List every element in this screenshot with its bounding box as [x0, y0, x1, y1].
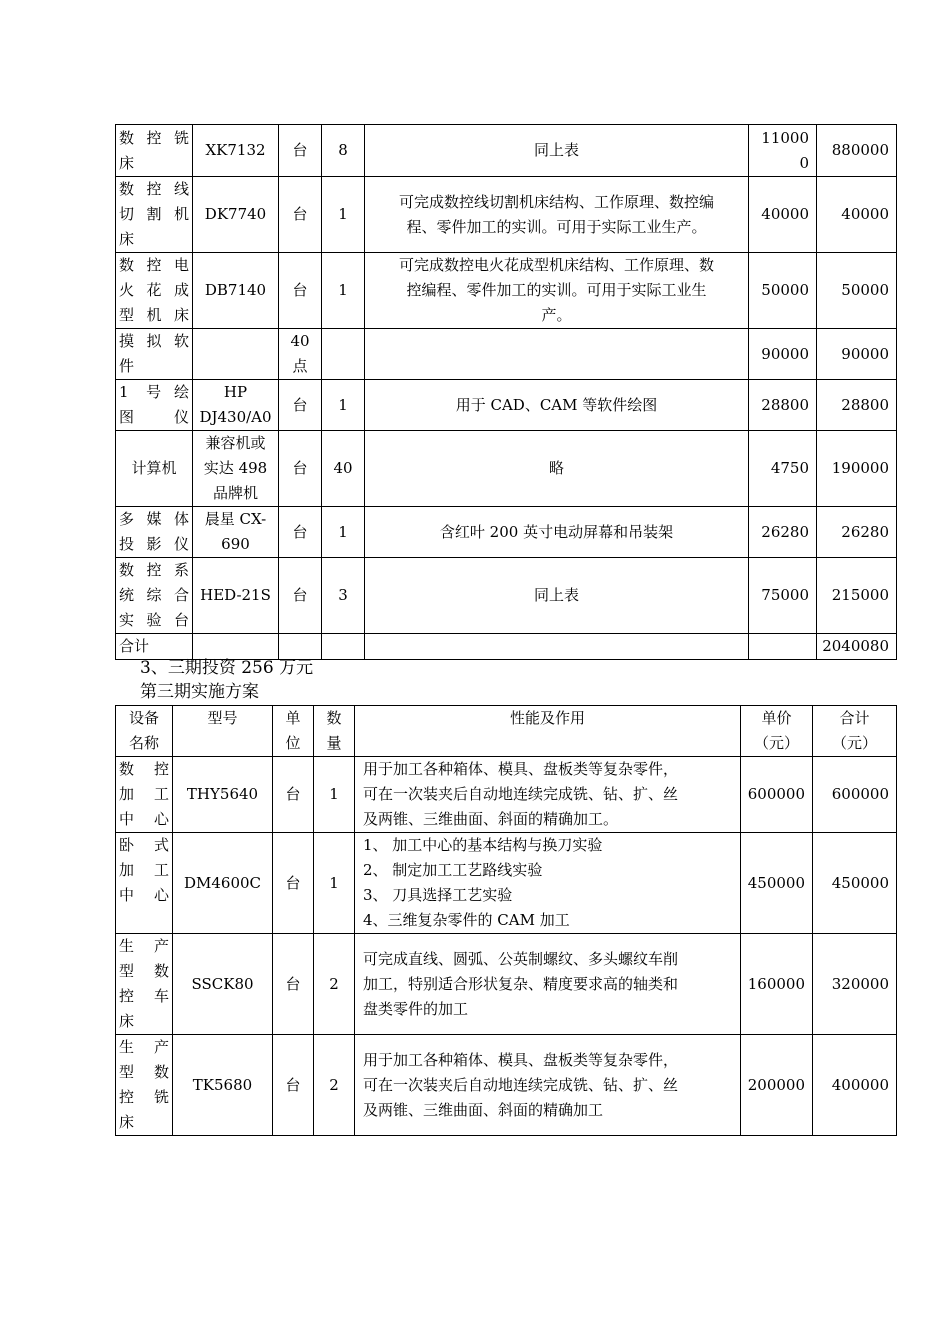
section-heading-phase3-plan: 第三期实施方案 — [140, 682, 259, 702]
table-header-row — [116, 706, 897, 757]
equipment-name-cell: 数控 加工 中心 — [116, 757, 173, 833]
performance-cell: 可完成数控线切割机床结构、工作原理、数控编 程、零件加工的实训。可用于实际工业生产。 — [365, 177, 749, 253]
quantity-cell — [322, 329, 365, 380]
header-equipment-name: 设备 名称 — [116, 706, 173, 757]
equipment-name-cell: 多媒体 投影仪 — [116, 507, 193, 558]
performance-cell: 可完成直线、圆弧、公英制螺纹、多头螺纹车削 加工，特别适合形状复杂、精度要求高的轴类和 盘类零件的加工 — [355, 934, 741, 1035]
performance-cell: 用于 CAD、CAM 等软件绘图 — [365, 380, 749, 431]
model-cell: DB7140 — [193, 253, 279, 329]
unit-price-cell: 40000 — [749, 177, 817, 253]
equipment-name-cell: 计算机 — [116, 431, 193, 507]
quantity-cell: 1 — [322, 380, 365, 431]
performance-cell: 可完成数控电火花成型机床结构、工作原理、数 控编程、零件加工的实训。可用于实际工业生 产。 — [365, 253, 749, 329]
total-cell: 320000 — [813, 934, 897, 1035]
model-cell: THY5640 — [173, 757, 273, 833]
equipment-name-cell: 数控电 火花成 型机床 — [116, 253, 193, 329]
quantity-cell: 2 — [314, 934, 355, 1035]
performance-cell: 1、 加工中心的基本结构与换刀实验 2、 制定加工工艺路线实验 3、 刀具选择工艺实验 4、三维复杂零件的 CAM 加工 — [355, 833, 741, 934]
equipment-name-cell: 1 号绘 图仪 — [116, 380, 193, 431]
header-unit-price: 单价 （元） — [741, 706, 813, 757]
model-cell — [193, 329, 279, 380]
model-cell: DM4600C — [173, 833, 273, 934]
unit-price-cell: 200000 — [741, 1035, 813, 1136]
header-total: 合计 （元） — [813, 706, 897, 757]
unit-cell: 台 — [279, 558, 322, 634]
model-cell: HP DJ430/A0 — [193, 380, 279, 431]
total-cell: 28800 — [817, 380, 897, 431]
unit-price-cell: 600000 — [741, 757, 813, 833]
header-performance: 性能及作用 — [355, 706, 741, 757]
equipment-name-cell: 生产 型数 控铣 床 — [116, 1035, 173, 1136]
performance-cell: 含红叶 200 英寸电动屏幕和吊装架 — [365, 507, 749, 558]
empty-cell — [749, 634, 817, 660]
performance-cell: 用于加工各种箱体、模具、盘板类等复杂零件， 可在一次装夹后自动地连续完成铣、钻、扩、丝 及两锥、三维曲面、斜面的精确加工。 — [355, 757, 741, 833]
quantity-cell: 2 — [314, 1035, 355, 1136]
unit-cell: 台 — [273, 1035, 314, 1136]
table-row — [116, 558, 897, 634]
quantity-cell: 3 — [322, 558, 365, 634]
quantity-cell: 1 — [314, 757, 355, 833]
unit-cell: 台 — [279, 253, 322, 329]
equipment-name-cell: 卧式 加工 中心 — [116, 833, 173, 934]
model-cell: 晨星 CX- 690 — [193, 507, 279, 558]
unit-cell: 台 — [279, 507, 322, 558]
equipment-name-cell: 数控系 统综合 实验台 — [116, 558, 193, 634]
equipment-name-cell: 摸拟软 件 — [116, 329, 193, 380]
unit-cell: 台 — [279, 177, 322, 253]
unit-price-cell: 90000 — [749, 329, 817, 380]
unit-cell: 40 点 — [279, 329, 322, 380]
total-cell: 450000 — [813, 833, 897, 934]
equipment-name-cell: 数控铣 床 — [116, 125, 193, 177]
unit-price-cell: 450000 — [741, 833, 813, 934]
table-row — [116, 431, 897, 507]
equipment-table-phase3 — [115, 705, 897, 1136]
total-cell: 50000 — [817, 253, 897, 329]
header-model: 型号 — [173, 706, 273, 757]
table-row — [116, 177, 897, 253]
empty-cell — [322, 634, 365, 660]
header-unit: 单 位 — [273, 706, 314, 757]
unit-price-cell: 75000 — [749, 558, 817, 634]
total-cell: 215000 — [817, 558, 897, 634]
unit-cell: 台 — [279, 431, 322, 507]
unit-price-cell: 28800 — [749, 380, 817, 431]
total-cell: 600000 — [813, 757, 897, 833]
table-row — [116, 507, 897, 558]
unit-price-cell: 160000 — [741, 934, 813, 1035]
empty-cell — [365, 634, 749, 660]
unit-cell: 台 — [279, 380, 322, 431]
total-cell: 400000 — [813, 1035, 897, 1136]
model-cell: TK5680 — [173, 1035, 273, 1136]
quantity-cell: 40 — [322, 431, 365, 507]
performance-cell: 略 — [365, 431, 749, 507]
unit-cell: 台 — [273, 833, 314, 934]
equipment-name-cell: 数控线 切割机 床 — [116, 177, 193, 253]
unit-cell: 台 — [279, 125, 322, 177]
model-cell: HED-21S — [193, 558, 279, 634]
equipment-table-phase2 — [115, 124, 897, 660]
performance-cell: 用于加工各种箱体、模具、盘板类等复杂零件， 可在一次装夹后自动地连续完成铣、钻、扩、丝 及两锥、三维曲面、斜面的精确加工 — [355, 1035, 741, 1136]
total-cell: 40000 — [817, 177, 897, 253]
total-cell: 880000 — [817, 125, 897, 177]
performance-cell — [365, 329, 749, 380]
total-cell: 90000 — [817, 329, 897, 380]
table-row — [116, 833, 897, 934]
total-label: 合计 — [116, 634, 193, 660]
table-row — [116, 757, 897, 833]
table-row — [116, 125, 897, 177]
quantity-cell: 8 — [322, 125, 365, 177]
total-cell: 190000 — [817, 431, 897, 507]
model-cell: SSCK80 — [173, 934, 273, 1035]
quantity-cell: 1 — [322, 507, 365, 558]
table-row — [116, 329, 897, 380]
unit-price-cell: 26280 — [749, 507, 817, 558]
unit-price-cell: 50000 — [749, 253, 817, 329]
model-cell: XK7132 — [193, 125, 279, 177]
grand-total-value: 2040080 — [817, 634, 897, 660]
unit-price-cell: 4750 — [749, 431, 817, 507]
table-row — [116, 253, 897, 329]
quantity-cell: 1 — [322, 177, 365, 253]
quantity-cell: 1 — [322, 253, 365, 329]
performance-cell: 同上表 — [365, 125, 749, 177]
section-heading-phase3-investment: 3、三期投资 256 万元 — [140, 658, 314, 678]
unit-price-cell: 110000 — [749, 125, 817, 177]
table-row — [116, 380, 897, 431]
table-row — [116, 934, 897, 1035]
unit-cell: 台 — [273, 934, 314, 1035]
model-cell: 兼容机或 实达 498 品牌机 — [193, 431, 279, 507]
total-cell: 26280 — [817, 507, 897, 558]
performance-cell: 同上表 — [365, 558, 749, 634]
header-quantity: 数 量 — [314, 706, 355, 757]
table-row — [116, 1035, 897, 1136]
equipment-name-cell: 生产 型数 控车 床 — [116, 934, 173, 1035]
quantity-cell: 1 — [314, 833, 355, 934]
model-cell: DK7740 — [193, 177, 279, 253]
unit-cell: 台 — [273, 757, 314, 833]
